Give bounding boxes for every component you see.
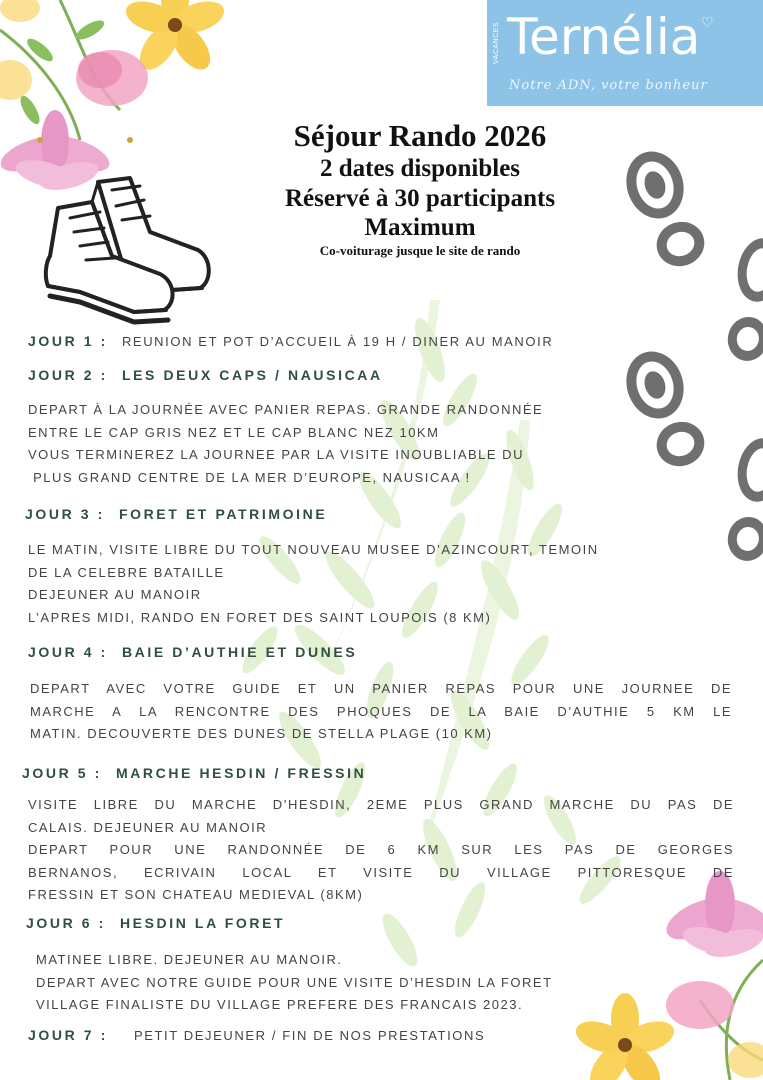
- day-4-description: [30, 678, 732, 746]
- hiking-boots-icon: [46, 178, 209, 322]
- logo-brand-name: Ternélia: [507, 8, 701, 66]
- description-line: VISITE LIBRE DU MARCHE D’HESDIN, 2EME PLUS GRAND MARCHE DU PAS DE: [28, 797, 734, 812]
- subtitle-participants: Réservé à 30 participants: [284, 185, 556, 212]
- subtitle-carpool: Co-voiturage jusque le site de rando: [319, 243, 521, 258]
- day-inline-text: PETIT DEJEUNER / FIN DE NOS PRESTATIONS: [133, 1028, 486, 1043]
- description-line: LE MATIN, VISITE LIBRE DU TOUT NOUVEAU MUSEE D’AZINCOURT, TEMOIN: [28, 542, 599, 557]
- day-title: BAIE D’AUTHIE ET DUNES: [121, 644, 358, 660]
- day-2-heading: [28, 367, 383, 383]
- description-line: DEJEUNER AU MANOIR: [28, 587, 202, 602]
- description-line: DEPART AVEC VOTRE GUIDE ET UN PANIER REPAS POUR UNE JOURNEE DE: [30, 681, 732, 696]
- day-6-description: [36, 949, 553, 1017]
- description-line: DE LA CELEBRE BATAILLE: [28, 564, 225, 580]
- day-7-heading: [28, 1027, 485, 1043]
- description-line: FRESSIN ET SON CHATEAU MEDIEVAL (8KM): [28, 887, 364, 902]
- day-4-heading: [28, 644, 357, 660]
- day-1-heading: [28, 333, 553, 349]
- description-line: MARCHE A LA RENCONTRE DES PHOQUES DE LA BAIE D’AUTHIE 5 KM LE: [30, 703, 732, 719]
- day-3-description: [28, 539, 599, 629]
- day-inline-text: REUNION ET POT D’ACCUEIL À 19 H / DINER AU MANOIR: [121, 334, 554, 349]
- description-line: DEPART À LA JOURNÉE AVEC PANIER REPAS. GRANDE RANDONNÉE: [28, 402, 544, 417]
- page-title: Séjour Rando 2026: [293, 118, 547, 153]
- description-line: CALAIS. DEJEUNER AU MANOIR: [28, 819, 268, 835]
- ternelia-logo: [487, 0, 763, 106]
- description-line: ENTRE LE CAP GRIS NEZ ET LE CAP BLANC NEZ 10KM: [28, 424, 440, 440]
- top-left-flowers-illustration: [0, 0, 228, 195]
- day-3-heading: [25, 506, 327, 522]
- logo-tagline: Notre ADN, votre bonheur: [509, 78, 708, 93]
- description-line: DEPART POUR UNE RANDONNÉE DE 6 KM SUR LES PAS DE GEORGES: [28, 842, 734, 857]
- day-title: FORET ET PATRIMOINE: [118, 506, 328, 522]
- heart-icon: ♡: [701, 14, 714, 30]
- description-line: BERNANOS, ECRIVAIN LOCAL ET VISITE DU VILLAGE PITTORESQUE DE: [28, 864, 734, 880]
- day-label: JOUR 5 :: [22, 765, 102, 781]
- subtitle-maximum: Maximum: [364, 214, 476, 241]
- description-line: MATIN. DECOUVERTE DES DUNES DE STELLA PLAGE (10 KM): [30, 726, 493, 741]
- logo-vertical-text: VACANCES: [493, 22, 500, 64]
- day-title: MARCHE HESDIN / FRESSIN: [115, 765, 367, 781]
- subtitle-dates: 2 dates disponibles: [319, 155, 521, 182]
- description-line: PLUS GRAND CENTRE DE LA MER D’EUROPE, NAUSICAA !: [28, 469, 471, 485]
- day-label: JOUR 2 :: [28, 367, 108, 383]
- description-line: DEPART AVEC NOTRE GUIDE POUR UNE VISITE D’HESDIN LA FORET: [36, 974, 553, 990]
- day-6-heading: [26, 915, 285, 931]
- day-label: JOUR 1 :: [28, 333, 108, 349]
- day-5-heading: [22, 765, 366, 781]
- day-2-description: [28, 399, 543, 489]
- description-line: VOUS TERMINEREZ LA JOURNEE PAR LA VISITE INOUBLIABLE DU: [28, 447, 524, 462]
- day-label: JOUR 7 :: [28, 1027, 108, 1043]
- description-line: L’APRES MIDI, RANDO EN FORET DES SAINT LOUPOIS (8 KM): [28, 609, 492, 625]
- day-5-description: [28, 794, 734, 907]
- day-label: JOUR 4 :: [28, 644, 108, 660]
- description-line: MATINEE LIBRE. DEJEUNER AU MANOIR.: [36, 952, 343, 967]
- day-label: JOUR 3 :: [25, 506, 105, 522]
- day-title: LES DEUX CAPS / NAUSICAA: [121, 367, 383, 383]
- day-label: JOUR 6 :: [26, 915, 106, 931]
- title-block: [200, 118, 640, 261]
- day-title: HESDIN LA FORET: [119, 915, 286, 931]
- description-line: VILLAGE FINALISTE DU VILLAGE PREFERE DES FRANCAIS 2023.: [36, 997, 524, 1012]
